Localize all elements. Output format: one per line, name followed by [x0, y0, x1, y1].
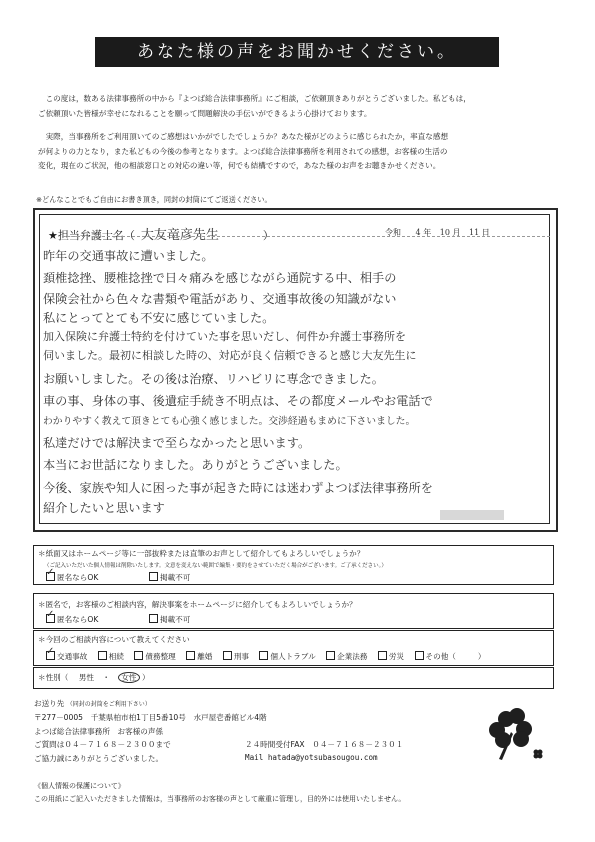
fax: ２４時間受付FAX ０４－７１６８－２３０１ [245, 740, 404, 749]
date-month: 10 [439, 228, 450, 237]
checkbox[interactable] [326, 651, 335, 660]
date-year-unit: 年 [423, 228, 432, 237]
intro-line: が何よりの力となり，また私どもの今後の参考となります。よつば総合法律事務所を利用されての感想，お客様の生活の [38, 146, 448, 156]
checkbox[interactable] [186, 651, 195, 660]
email-link[interactable]: Mail hatada@yotsubasougou.com [245, 753, 378, 762]
thanks: ご協力誠にありがとうございました。 [34, 754, 164, 763]
gender-label: ＊性別（ [38, 673, 69, 682]
q3-option-label: その他（ [425, 652, 456, 661]
checkbox[interactable] [149, 614, 158, 623]
intro-paragraph-1 [38, 92, 563, 121]
gender-female-circled[interactable]: 女性 [118, 672, 139, 683]
lawyer-name: 大友竜彦先生 [140, 228, 219, 243]
checkbox-checked[interactable] [46, 614, 55, 623]
handwritten-line: 本当にお世話になりました。ありがとうございました。 [43, 458, 348, 472]
handwritten-line: わかりやすく教えて頂きとても心強く感じました。交渉経過もまめに下さいました。 [43, 416, 416, 427]
question-2: ＊匿名で，お客様のご相談内容，解決事案をホームページに紹介してもよろしいでしょうか？ [38, 600, 357, 609]
gender-label-end: ） [142, 673, 150, 682]
lawyer-name-row [48, 224, 274, 243]
handwritten-line: 加入保険に弁護士特約を付けていた事を思いだし、何件か弁護士事務所を [43, 330, 406, 343]
send-to-label: お送り先 [34, 699, 65, 708]
handwritten-line: 昨年の交通事故に遭いました。 [43, 249, 214, 263]
instruction-note: ※どんなことでもご自由にお書き頂き，同封の封筒にてご返送ください。 [36, 195, 272, 204]
question-1: ＊紙面又はホームページ等に一部抜粋または直筆のお声として紹介してもよろしいでしょうか？ [38, 549, 365, 558]
checkbox-checked[interactable] [46, 572, 55, 581]
intro-line: 実際，当事務所をご利用頂いてのご感想はいかがでしたでしょうか？あなた様がどのように感じられたか，率直な感想 [45, 132, 449, 141]
q3-option-label: 企業法務 [337, 652, 368, 661]
lawyer-label: ★担当弁護士名（ [48, 229, 135, 242]
question-1-note: （ご記入いただいた個人情報は削除いたします。文意を変えない範囲で編集・要約をさせていただく場合がございます。ご了承ください。） [44, 563, 387, 569]
checkbox[interactable] [415, 651, 424, 660]
send-to-row [34, 698, 151, 709]
handwritten-line: 車の事、身体の事、後遺症手続き不明点は、その都度メールやお電話で [43, 394, 433, 408]
q3-option-debt[interactable] [134, 652, 175, 661]
handwritten-line: 伺いました。最初に相談した時の、対応が良く信頼できると感じ大友先生に [43, 349, 417, 362]
redacted-signature [440, 510, 504, 520]
checkbox[interactable] [149, 572, 158, 581]
q2-option-no-publish[interactable] [149, 614, 190, 625]
q3-option-traffic[interactable] [46, 652, 87, 661]
handwritten-line: 私にとってとても不安に感じていました。 [43, 311, 275, 325]
q3-option-label: 労災 [388, 652, 405, 661]
lawyer-label-end: ） [262, 229, 274, 242]
checkbox[interactable] [134, 651, 143, 660]
handwritten-line: 保険会社から色々な書類や電話があり、交通事故後の知識がない [43, 292, 397, 306]
handwritten-line: 紹介したいと思います [43, 501, 165, 515]
date-day-unit: 日 [481, 228, 490, 237]
divider [62, 236, 550, 237]
date-era: 令和 [385, 228, 401, 237]
handwritten-line: お願いしました。その後は治療、リハビリに専念できました。 [43, 372, 384, 386]
q3-option-other-end: ） [477, 652, 486, 661]
q3-option-label: 刑事 [233, 652, 249, 661]
q2-option-anonymous-label: 匿名ならOK [57, 615, 99, 624]
checkbox[interactable] [223, 651, 232, 660]
gender-row [38, 672, 150, 683]
intro-line: 変化，現在のご状況，他の相談窓口との対応の違い等，何でも結構ですので，あなた様のお声をお聴きかせください。 [38, 161, 441, 171]
q2-option-no-publish-label: 掲載不可 [160, 615, 191, 624]
intro-line: ご依頼頂いた皆様が幸せになれることを願って問題解決の手伝いができるよう心掛けております。 [38, 108, 372, 118]
small-clover-icon [532, 748, 544, 760]
q3-option-other[interactable] [415, 652, 456, 661]
phone: ご質問は０４－７１６８－２３００まで [34, 740, 171, 749]
intro-line: この度は，数ある法律事務所の中から『よつば総合法律事務所』にご相談，ご依頼頂きありがとうございました。私どもは， [45, 94, 471, 103]
q3-option-label: 相続 [108, 652, 124, 661]
checkbox[interactable] [378, 651, 387, 660]
date-day: 11 [469, 228, 480, 237]
q3-option-corporate[interactable] [326, 652, 367, 661]
office-name: よつば総合法律事務所 お客様の声係 [34, 727, 164, 736]
q2-option-anonymous[interactable] [46, 614, 98, 625]
gender-separator: ・ [102, 673, 110, 682]
q3-option-divorce[interactable] [186, 652, 212, 661]
q3-option-label: 交通事故 [57, 652, 88, 661]
question-3: ＊今回のご相談内容について教えてください [38, 635, 190, 644]
q3-option-personal[interactable] [259, 652, 315, 661]
q3-option-inheritance[interactable] [98, 652, 124, 661]
page-title: あなた様の声をお聞かせください。 [95, 37, 499, 67]
q3-option-label: 個人トラブル [270, 652, 316, 661]
date-year: 4 [415, 228, 421, 237]
q3-option-labor[interactable] [378, 652, 404, 661]
gender-male[interactable]: 男性 [78, 673, 94, 682]
privacy-title: 《個人情報の保護について》 [34, 782, 125, 790]
handwritten-line: 私達だけでは解決まで至らなかったと思います。 [43, 436, 311, 450]
q1-option-no-publish[interactable] [149, 572, 190, 583]
send-to-note: （同封の封筒をご利用下さい） [66, 701, 151, 708]
q1-option-anonymous[interactable] [46, 572, 98, 583]
checkbox-checked[interactable] [46, 651, 55, 660]
q3-option-label: 離婚 [197, 652, 213, 661]
checkbox[interactable] [259, 651, 268, 660]
q3-options [46, 651, 485, 662]
q3-option-criminal[interactable] [223, 652, 249, 661]
handwritten-line: 頚椎捻挫、腰椎捻挫で日々痛みを感じながら通院する中、相手の [43, 271, 397, 285]
checkbox[interactable] [98, 651, 107, 660]
date-month-unit: 月 [452, 228, 461, 237]
address: 〒277－0005 千葉県柏市柏1丁目5番10号 水戸屋壱番館ビル4階 [34, 713, 267, 722]
privacy-text: この用紙にご記入いただきました情報は，当事務所のお客様の声として厳重に管理し，目的外には使用いたしません。 [34, 795, 406, 803]
handwritten-line: 今後、家族や知人に困った事が起きた時には迷わずよつば法律事務所を [43, 481, 433, 495]
q1-option-no-publish-label: 掲載不可 [160, 573, 191, 582]
intro-paragraph-2 [38, 130, 563, 174]
q3-option-label: 債務整理 [145, 652, 176, 661]
q1-option-anonymous-label: 匿名ならOK [57, 573, 99, 582]
